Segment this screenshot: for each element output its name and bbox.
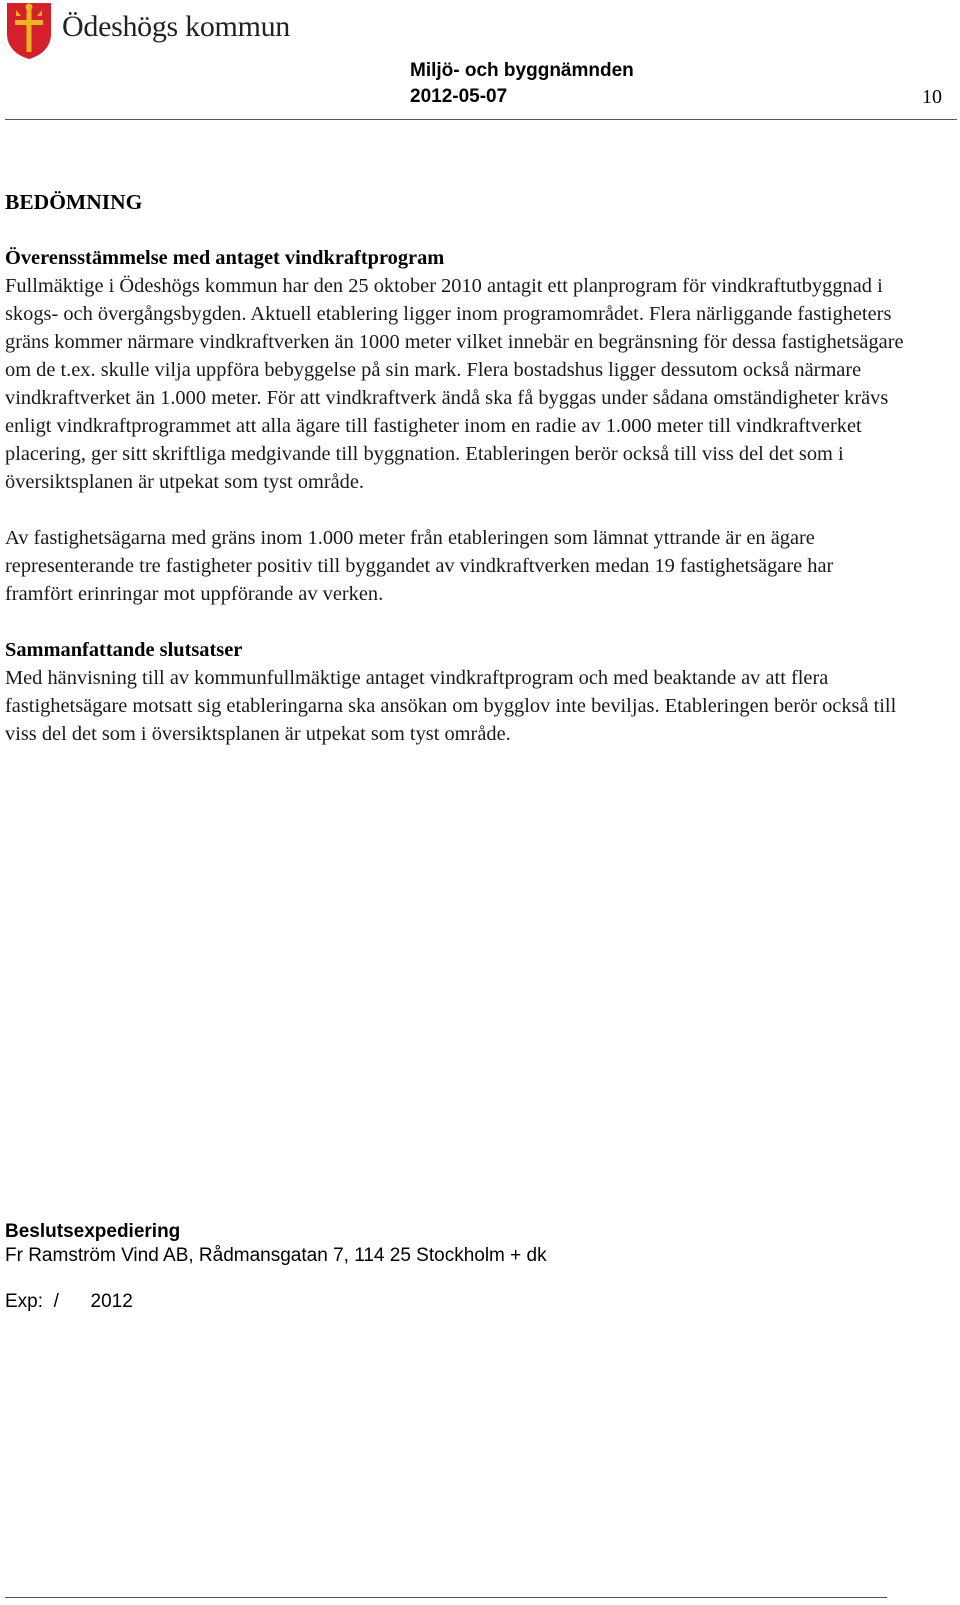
- municipal-coat-of-arms-icon: [4, 0, 54, 60]
- page-number: 10: [922, 86, 942, 108]
- paragraph-program-1: Fullmäktige i Ödeshögs kommun har den 25 oktober 2010 antagit ett planprogram för vindkraftutbyggnad i skogs- och övergångsbygden. Aktuell etablering ligger inom programområdet. Flera närliggande fastigheters gräns kommer närmare vindkraftverken än 1000 meter vilket innebär en begränsning för dessa fastighetsägare om de t.ex. skulle vilja uppföra bebyggelse på sin mark. Flera bostadshus ligger dessutom också närmare vindkraftverket än 1.000 meter. För att vindkraftverk ändå ska få byggas under sådana omständigheter krävs enligt vindkraftprogrammet att alla ägare till fastigheter inom en radie av 1.000 meter till vindkraftverket placering, ger sitt skriftliga medgivande till byggnation. Etableringen berör också till viss del det som i översiktsplanen är utpekat som tyst område.: [5, 275, 904, 493]
- dispatch-title: Beslutsexpediering: [5, 1221, 181, 1242]
- paragraph-conclusions: Med hänvisning till av kommunfullmäktige antaget vindkraftprogram och med beaktande av att flera fastighetsägare motsatt sig etableringarna ska ansökan om bygglov inte beviljas. Etableringen berör också till viss del det som i översiktsplanen är utpekat som tyst område.: [5, 667, 897, 745]
- dispatch-exp-line: Exp: / 2012: [5, 1291, 133, 1312]
- header-divider: [5, 119, 957, 120]
- subsection-title-conclusions: Sammanfattande slutsatser: [5, 639, 243, 661]
- paragraph-program-2: Av fastighetsägarna med gräns inom 1.000 meter från etableringen som lämnat yttrande är en ägare representerande tre fastigheter positiv till byggandet av vindkraftverken medan 19 fastighetsägare har framfört erinringar mot uppförande av verken.: [5, 527, 834, 605]
- dispatch-section: [5, 1220, 905, 1314]
- section-title: BEDÖMNING: [5, 190, 143, 214]
- page-header: [0, 0, 960, 122]
- committee-name: Miljö- och byggnämnden: [410, 60, 634, 81]
- footer-divider: [5, 1597, 887, 1598]
- document-date: 2012-05-07: [410, 86, 508, 107]
- dispatch-recipient: Fr Ramström Vind AB, Rådmansgatan 7, 114 25 Stockholm + dk: [5, 1245, 547, 1266]
- organization-name: Ödeshögs kommun: [62, 10, 291, 43]
- document-body: [5, 188, 905, 776]
- subsection-title-program: Överensstämmelse med antaget vindkraftprogram: [5, 247, 445, 269]
